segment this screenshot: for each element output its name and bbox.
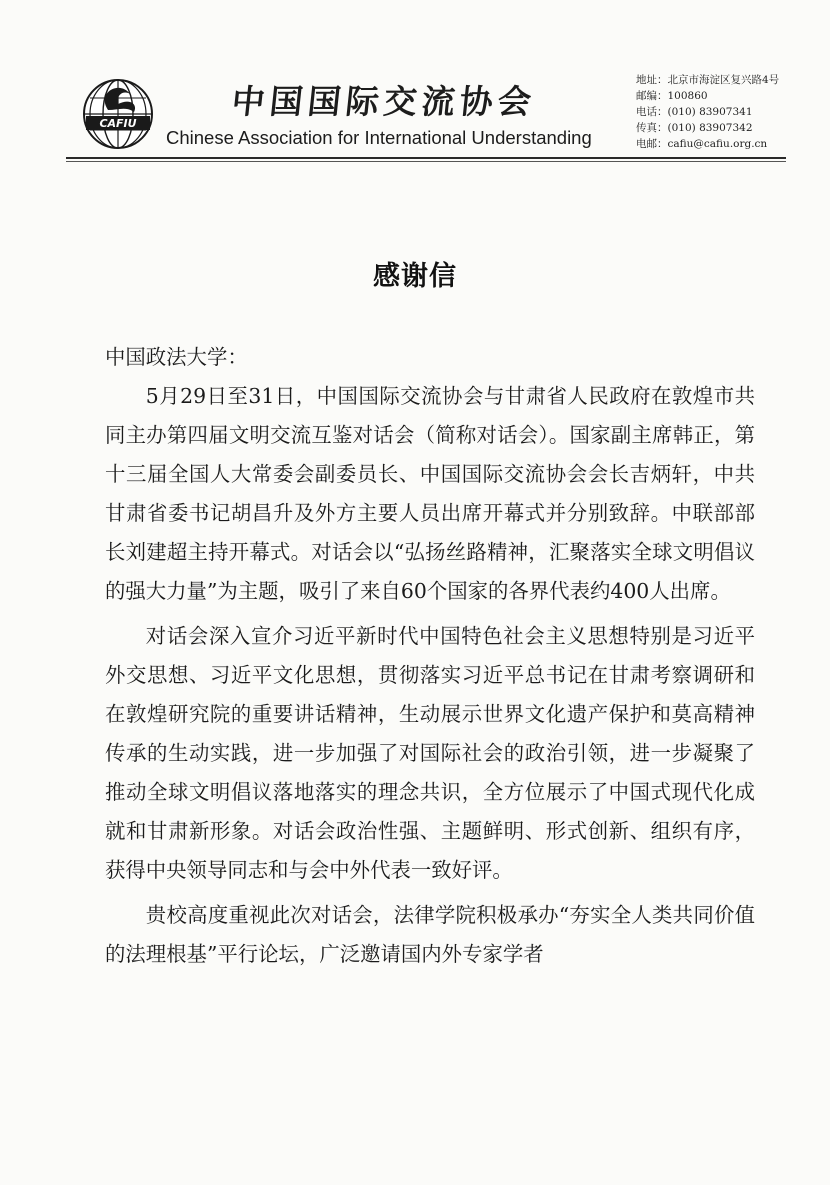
salutation: 中国政法大学： xyxy=(105,345,248,369)
contact-phone: 电话：(010) 83907341 xyxy=(636,106,753,118)
letter-title: 感谢信 xyxy=(373,261,457,292)
contact-block xyxy=(636,72,779,152)
header-rule xyxy=(66,157,786,159)
paragraph: 贵校高度重视此次对话会，法律学院积极承办“夯实全人类共同价值的法理根基”平行论坛，广泛邀请国内外专家学者 xyxy=(105,903,755,966)
contact-email: 电邮：cafiu@cafiu.org.cn xyxy=(636,138,768,150)
paragraph: 对话会深入宣介习近平新时代中国特色社会主义思想特别是习近平外交思想、习近平文化思想，贯彻落实习近平总书记在甘肃考察调研和在敦煌研究院的重要讲话精神，生动展示世界文化遗产保护和莫高精神传承的生动实践，进一步加强了对国际社会的政治引领，进一步凝聚了推动全球文明倡议落地落实的理念共识，全方位展示了中国式现代化成就和甘肃新形象。对话会政治性强、主题鲜明、形式创新、组织有序，获得中央领导同志和与会中外代表一致好评。 xyxy=(105,624,755,882)
cafiu-logo xyxy=(78,72,158,152)
contact-postcode: 邮编：100860 xyxy=(636,90,708,102)
org-name-cn: 中国国际交流协会 xyxy=(229,82,538,121)
header-rule-thin xyxy=(66,161,786,162)
org-name-en: Chinese Association for International Understanding xyxy=(166,127,592,148)
letter-body xyxy=(105,338,755,974)
letterhead xyxy=(0,0,830,170)
paragraph: 5月29日至31日，中国国际交流协会与甘肃省人民政府在敦煌市共同主办第四届文明交流互鉴对话会（简称对话会）。国家副主席韩正，第十三届全国人大常委会副委员长、中国国际交流协会会长吉炳轩，中共甘肃省委书记胡昌升及外方主要人员出席开幕式并分别致辞。中联部部长刘建超主持开幕式。对话会以“弘扬丝路精神，汇聚落实全球文明倡议的强大力量”为主题，吸引了来自60个国家的各界代表约400人出席。 xyxy=(105,384,755,603)
contact-fax: 传真：(010) 83907342 xyxy=(636,122,753,134)
contact-address: 地址：北京市海淀区复兴路4号 xyxy=(636,74,780,86)
logo-text: CAFIU xyxy=(99,117,137,130)
